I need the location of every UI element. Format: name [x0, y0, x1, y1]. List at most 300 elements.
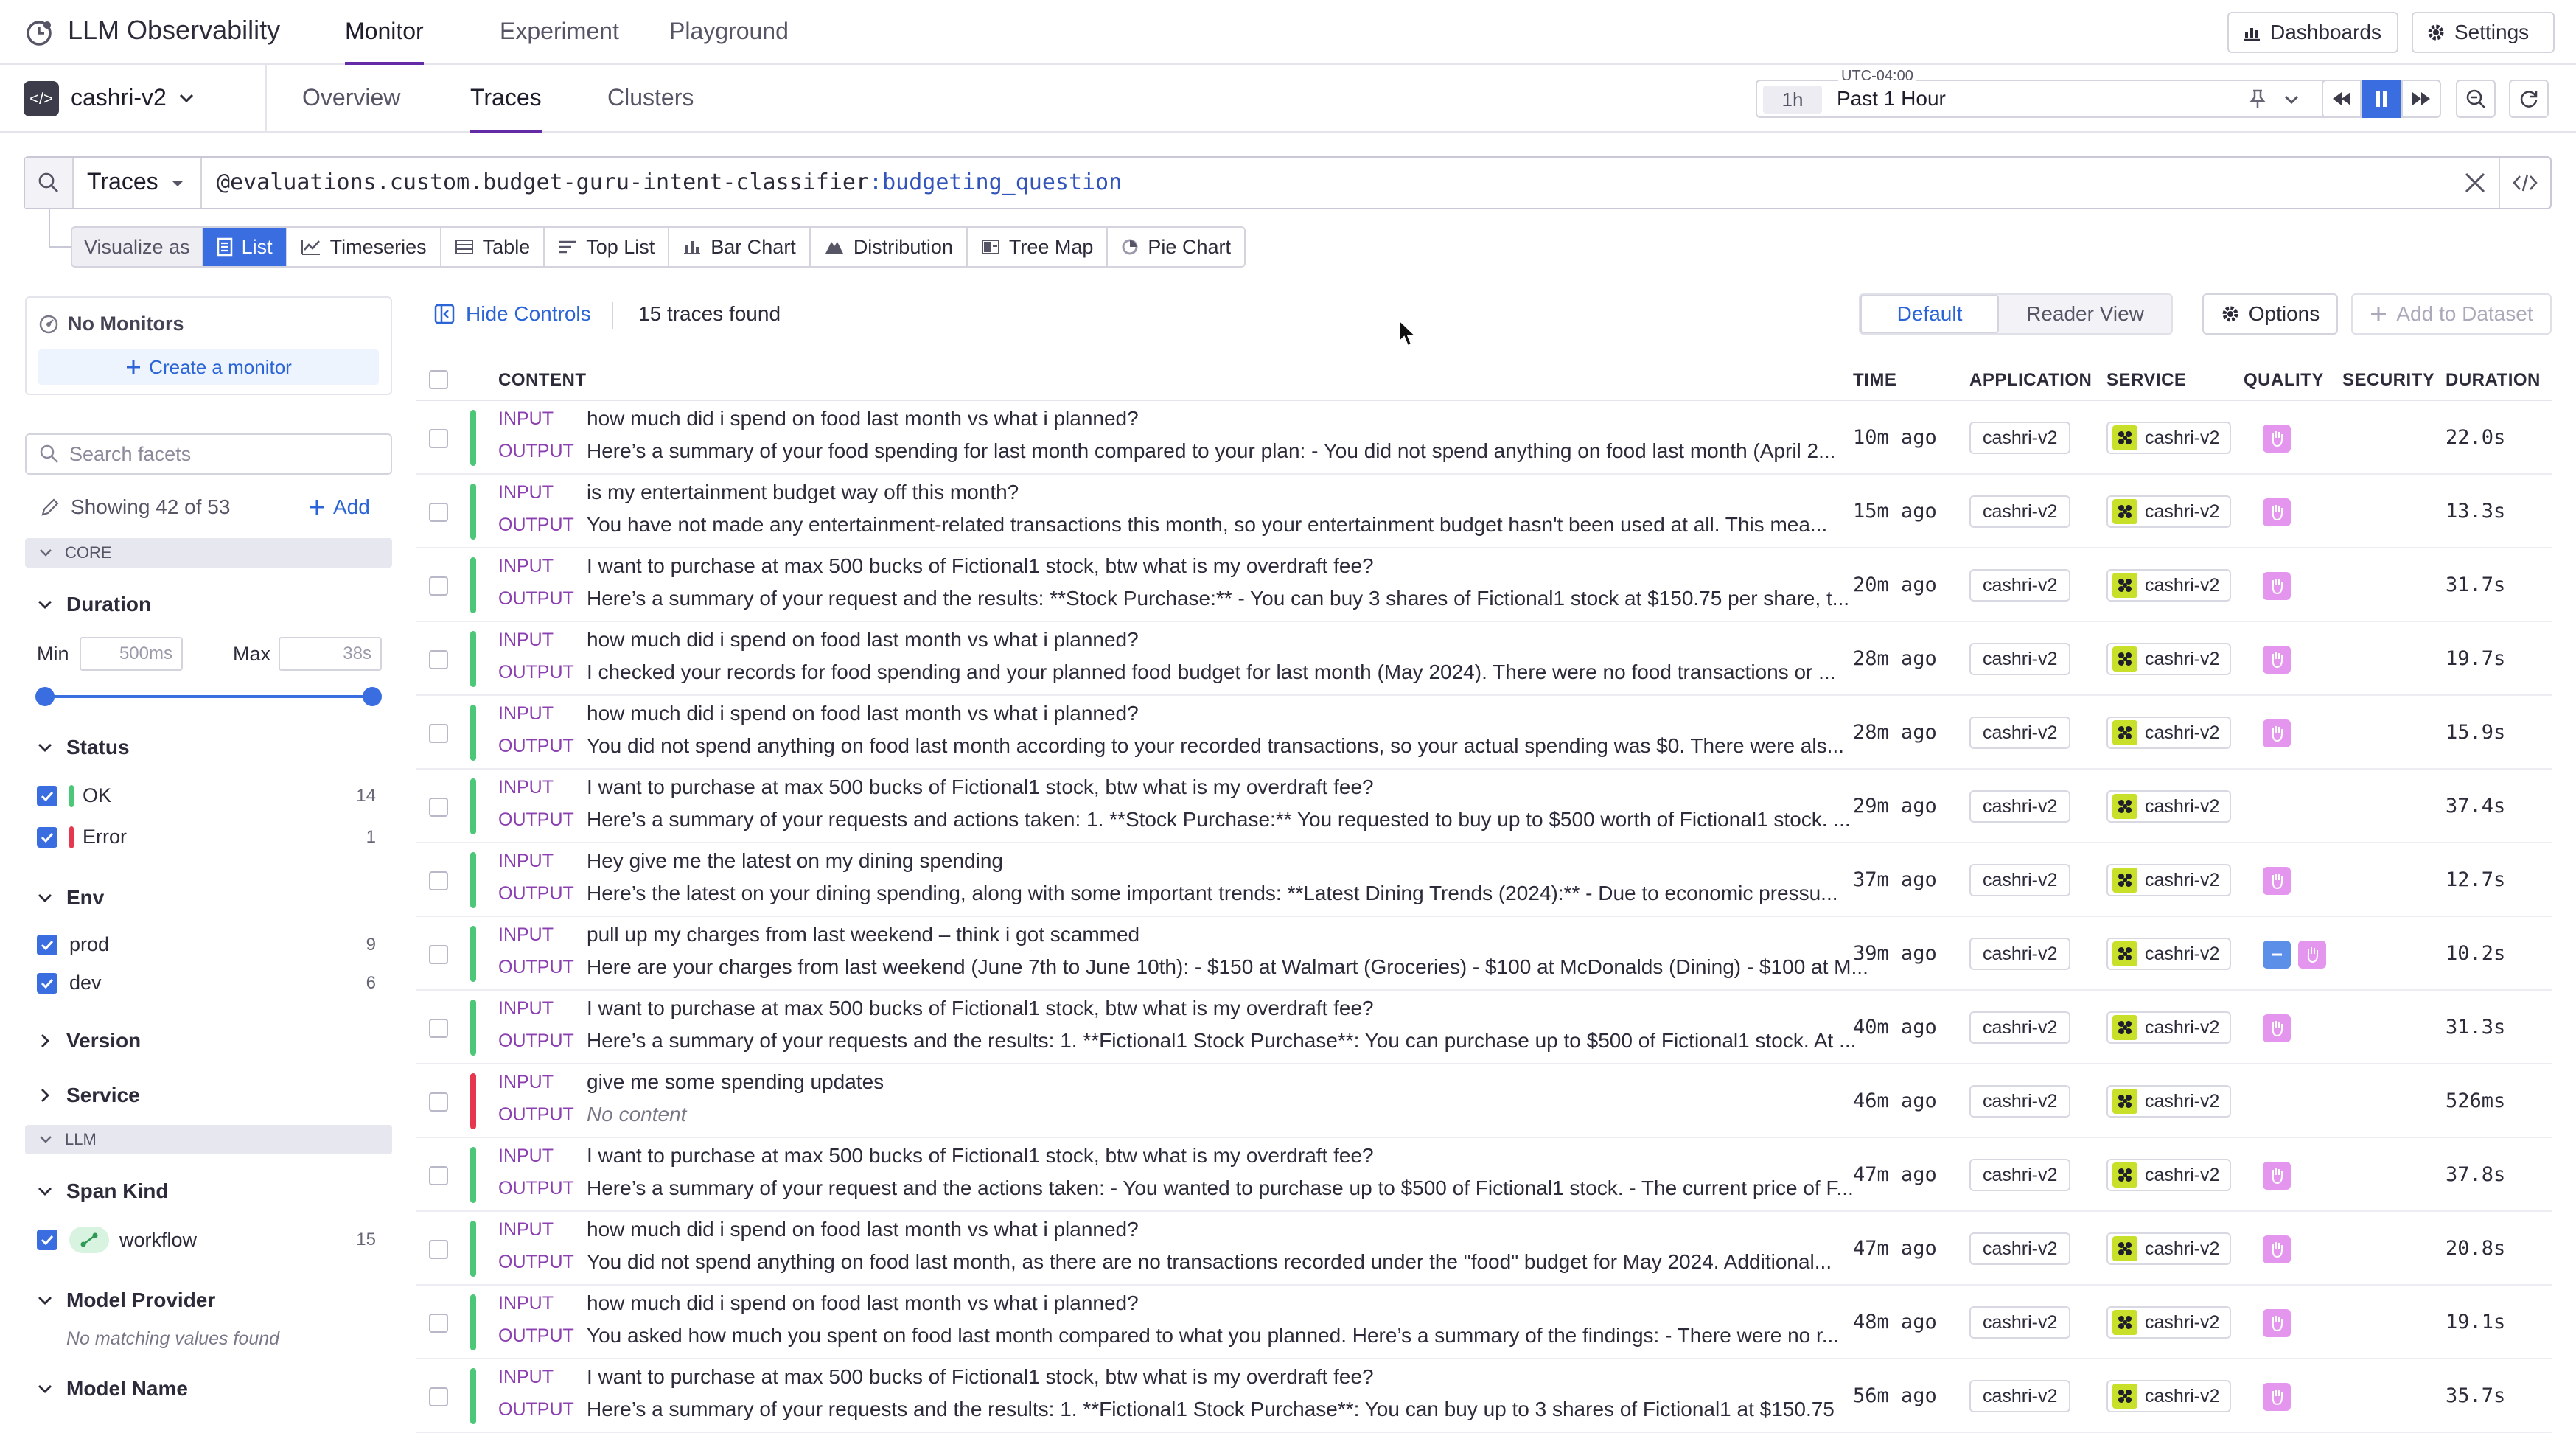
quality-hand-icon[interactable] [2263, 1162, 2291, 1190]
trace-duration: 526ms [2446, 1089, 2506, 1112]
facet-title-label: Duration [66, 593, 152, 616]
column-service[interactable]: SERVICE [2106, 370, 2187, 390]
column-quality[interactable]: QUALITY [2244, 370, 2324, 390]
query-value: :budgeting_question [869, 170, 1123, 195]
service-chip[interactable] [2106, 422, 2231, 454]
viz-option-table[interactable] [441, 228, 545, 266]
input-text: how much did i spend on food last month vs what i planned? [587, 1218, 1139, 1241]
divider [265, 65, 267, 133]
facet-model-provider-header[interactable] [37, 1289, 215, 1312]
trace-row[interactable] [416, 991, 2552, 1064]
trace-duration: 15.9s [2446, 721, 2506, 744]
status-indicator [470, 1000, 476, 1056]
chevron-down-icon[interactable] [178, 90, 195, 106]
trace-row[interactable] [416, 1138, 2552, 1212]
application-name: cashri-v2 [1983, 1164, 2058, 1185]
tab-overview[interactable]: Overview [302, 84, 401, 111]
row-checkbox[interactable] [429, 576, 448, 596]
zoom-out-icon [2465, 88, 2486, 109]
distribution-icon [824, 239, 845, 255]
service-name: cashri-v2 [2145, 722, 2220, 743]
output-text: Here’s a summary of your request and the results: **Stock Purchase:** - You can buy 3 shares of Fictional1 stock at $150.75 per share, t... [587, 587, 1850, 610]
row-checkbox[interactable] [429, 429, 448, 448]
service-icon [2112, 1384, 2137, 1409]
gear-icon [2426, 23, 2446, 42]
quality-minus-icon[interactable] [2263, 941, 2291, 969]
output-text: You have not made any entertainment-related transactions this month, so your entertainment budget hasn't been used at all. This mea... [587, 513, 1828, 536]
add-facet-button[interactable] [308, 495, 370, 519]
viz-option-label: Table [482, 235, 531, 258]
facet-env-header[interactable] [37, 886, 104, 910]
quality-hand-icon[interactable] [2263, 572, 2291, 600]
service-name: cashri-v2 [2145, 427, 2220, 448]
tab-monitor[interactable]: Monitor [345, 18, 424, 65]
trace-time: 47m ago [1853, 1237, 1937, 1260]
output-label: OUTPUT [498, 736, 574, 756]
service-name: cashri-v2 [2145, 943, 2220, 964]
application-name: cashri-v2 [1983, 574, 2058, 596]
check-icon [41, 978, 54, 989]
trace-time: 28m ago [1853, 721, 1937, 744]
service-chip[interactable] [2106, 643, 2231, 675]
facet-title-label: Model Name [66, 1377, 188, 1400]
trace-time: 28m ago [1853, 647, 1937, 670]
output-text: You asked how much you spent on food last month compared to what you planned. Here’s a summary of the findings: - There were no r... [587, 1324, 1840, 1347]
chevron-down-icon [37, 596, 53, 613]
input-text: I want to purchase at max 500 bucks of Fictional1 stock, btw what is my overdraft fee? [587, 554, 1374, 577]
application-chip[interactable] [1969, 864, 2070, 896]
list-icon [217, 237, 233, 257]
create-monitor-label: Create a monitor [149, 355, 292, 378]
status-indicator [470, 705, 476, 761]
service-icon [2112, 1310, 2137, 1335]
application-name: cashri-v2 [1983, 795, 2058, 817]
add-to-dataset-button[interactable] [2351, 293, 2552, 335]
status-indicator [470, 410, 476, 466]
check-icon [41, 791, 54, 801]
settings-label: Settings [2454, 21, 2530, 43]
divider [612, 302, 613, 329]
checkbox-checked[interactable] [37, 973, 57, 994]
facet-value-dev[interactable] [37, 972, 376, 994]
application-name: cashri-v2 [1983, 1238, 2058, 1259]
application-chip[interactable] [1969, 1306, 2070, 1339]
query-key: @evaluations.custom.budget-guru-intent-classifier [217, 170, 870, 195]
pie-chart-icon [1121, 238, 1139, 256]
application-chip[interactable] [1969, 495, 2070, 528]
status-indicator [470, 484, 476, 540]
code-view-button[interactable] [2499, 158, 2550, 208]
status-indicator [470, 1147, 476, 1203]
application-chip[interactable] [1969, 1232, 2070, 1265]
hide-controls-button[interactable] [433, 302, 591, 326]
service-icon [2112, 425, 2137, 450]
service-name: cashri-v2 [2145, 501, 2220, 522]
input-label: INPUT [498, 630, 554, 650]
facet-version-header[interactable] [37, 1029, 141, 1053]
quality-hand-icon[interactable] [2263, 867, 2291, 895]
output-label: OUTPUT [498, 1031, 574, 1051]
column-content[interactable]: CONTENT [498, 370, 587, 390]
close-icon[interactable] [2460, 168, 2490, 198]
viz-option-list[interactable] [203, 228, 287, 266]
duration-max-input[interactable]: 38s [279, 637, 382, 671]
pin-icon[interactable] [2248, 88, 2267, 109]
facet-value-label: OK [83, 784, 112, 806]
chevron-down-icon[interactable] [170, 175, 186, 192]
search-icon [25, 158, 74, 208]
select-all-checkbox[interactable] [429, 370, 448, 389]
viz-option-label: Pie Chart [1148, 235, 1231, 258]
quality-hand-icon[interactable] [2263, 1235, 2291, 1263]
service-chip[interactable] [2106, 1085, 2231, 1118]
status-indicator [470, 631, 476, 687]
input-label: INPUT [498, 777, 554, 798]
dashboard-icon [2242, 24, 2261, 41]
status-indicator [470, 852, 476, 908]
check-icon [41, 1235, 54, 1245]
input-label: INPUT [498, 408, 554, 429]
facet-group-core[interactable] [25, 538, 392, 568]
trace-duration: 19.1s [2446, 1311, 2506, 1333]
facet-value-ok[interactable] [37, 784, 376, 807]
input-text: how much did i spend on food last month vs what i planned? [587, 407, 1139, 430]
plus-icon [308, 498, 326, 516]
duration-min-label: Min [37, 643, 69, 665]
output-text: I checked your records for food spending and your planned food budget for last month (May 2024). There were no food transactions or ... [587, 660, 1836, 683]
viz-option-top-list[interactable] [545, 228, 669, 266]
query-input[interactable] [217, 170, 1122, 195]
row-checkbox[interactable] [429, 1092, 448, 1112]
trace-time: 15m ago [1853, 500, 1937, 523]
viz-option-label: Timeseries [329, 235, 427, 258]
facet-span-kind-header[interactable] [37, 1179, 168, 1203]
view-default[interactable]: Default [1860, 295, 1999, 333]
input-text: Hey give me the latest on my dining spending [587, 849, 1003, 872]
chevron-right-icon [37, 1087, 53, 1103]
viz-option-distribution[interactable] [811, 228, 968, 266]
add-to-dataset-label: Add to Dataset [2396, 302, 2533, 325]
duration-slider-min-handle[interactable] [35, 687, 55, 706]
row-checkbox[interactable] [429, 871, 448, 890]
facet-group-label: CORE [65, 543, 112, 562]
options-label: Options [2248, 302, 2320, 325]
fast-forward-button[interactable] [2401, 80, 2441, 118]
application-chip[interactable] [1969, 1085, 2070, 1118]
input-label: INPUT [498, 924, 554, 945]
status-indicator [470, 1073, 476, 1129]
column-application[interactable]: APPLICATION [1969, 370, 2092, 390]
input-text: give me some spending updates [587, 1070, 884, 1093]
viz-option-tree-map[interactable] [968, 228, 1109, 266]
application-name: cashri-v2 [1983, 501, 2058, 522]
chevron-right-icon [37, 1033, 53, 1049]
service-icon [2112, 499, 2137, 524]
input-label: INPUT [498, 1146, 554, 1166]
divider [200, 158, 202, 208]
application-name: cashri-v2 [1983, 1017, 2058, 1038]
trace-row[interactable] [416, 843, 2552, 917]
trace-row[interactable] [416, 1064, 2552, 1138]
service-name: cashri-v2 [2145, 1311, 2220, 1333]
chevron-down-icon [38, 545, 53, 560]
create-monitor-button[interactable] [38, 349, 379, 385]
quality-hand-icon[interactable] [2263, 719, 2291, 747]
input-label: INPUT [498, 1219, 554, 1240]
facet-title-label: Span Kind [66, 1179, 169, 1202]
code-icon[interactable]: </> [24, 81, 59, 116]
row-checkbox[interactable] [429, 1019, 448, 1038]
trace-duration: 19.7s [2446, 647, 2506, 670]
checkbox-checked[interactable] [37, 827, 57, 848]
application-chip[interactable] [1969, 643, 2070, 675]
row-checkbox[interactable] [429, 650, 448, 669]
viz-option-label: Tree Map [1008, 235, 1094, 258]
service-chip[interactable] [2106, 1159, 2231, 1191]
trace-row[interactable] [416, 475, 2552, 548]
service-name: cashri-v2 [2145, 648, 2220, 669]
chevron-down-icon [37, 739, 53, 756]
output-text: Here are your charges from last weekend (June 7th to June 10th): - $150 at Walmart (Groceries) - $100 at McDonalds (Dining) - $100 at M... [587, 955, 1868, 978]
quality-hand-icon[interactable] [2298, 941, 2326, 969]
output-label: OUTPUT [498, 441, 574, 461]
duration-slider-max-handle[interactable] [363, 687, 382, 706]
output-text: You did not spend anything on food last month, as there are no transactions recorded under the "food" budget for May 2024. Additional... [587, 1250, 1832, 1273]
code-icon [2513, 173, 2538, 192]
row-checkbox[interactable] [429, 503, 448, 522]
tab-experiment[interactable]: Experiment [500, 18, 619, 44]
quality-hand-icon[interactable] [2263, 498, 2291, 526]
service-chip[interactable] [2106, 495, 2231, 528]
pencil-icon[interactable] [40, 497, 60, 517]
service-name: cashri-v2 [2145, 795, 2220, 817]
no-matching-values: No matching values found [66, 1328, 280, 1349]
service-chip[interactable] [2106, 1232, 2231, 1265]
application-chip[interactable] [1969, 790, 2070, 823]
refresh-button[interactable] [2509, 80, 2549, 118]
chevron-down-icon [37, 1292, 53, 1308]
service-chip[interactable] [2106, 790, 2231, 823]
service-chip[interactable] [2106, 938, 2231, 970]
refresh-icon [2519, 88, 2539, 109]
llm-observability-logo-icon [25, 19, 53, 47]
facet-group-llm[interactable] [25, 1125, 392, 1154]
visualize-as-label: Visualize as [72, 228, 203, 266]
duration-slider-track[interactable] [46, 695, 373, 698]
input-text: how much did i spend on food last month vs what i planned? [587, 702, 1139, 725]
facet-value-error[interactable] [37, 826, 376, 848]
application-chip[interactable] [1969, 569, 2070, 602]
panel-collapse-icon [433, 303, 455, 325]
table-header [416, 360, 2552, 401]
trace-time: 10m ago [1853, 426, 1937, 449]
trace-row[interactable] [416, 1286, 2552, 1359]
viz-option-label: Top List [586, 235, 655, 258]
application-chip[interactable] [1969, 938, 2070, 970]
output-label: OUTPUT [498, 1178, 574, 1199]
application-name: cashri-v2 [1983, 1090, 2058, 1112]
input-text: pull up my charges from last weekend – think i got scammed [587, 923, 1140, 946]
quality-hand-icon[interactable] [2263, 1309, 2291, 1337]
options-button[interactable] [2202, 293, 2338, 335]
output-text: Here’s a summary of your requests and the results: 1. **Fictional1 Stock Purchase**: You can buy up to 3 shares of Fictional1 at $150.75 [587, 1398, 1835, 1420]
service-icon [2112, 573, 2137, 598]
service-chip[interactable] [2106, 1380, 2231, 1412]
facet-value-label: workflow [119, 1228, 198, 1251]
tab-clusters[interactable]: Clusters [607, 84, 694, 111]
trace-time: 39m ago [1853, 942, 1937, 965]
column-time[interactable]: TIME [1853, 370, 1897, 390]
duration-min-input[interactable]: 500ms [80, 637, 183, 671]
viz-option-pie-chart[interactable] [1108, 228, 1244, 266]
facet-group-label: LLM [65, 1130, 97, 1148]
trace-row[interactable] [416, 1359, 2552, 1433]
trace-row[interactable] [416, 622, 2552, 696]
viz-option-timeseries[interactable] [287, 228, 441, 266]
input-text: how much did i spend on food last month vs what i planned? [587, 628, 1139, 651]
input-label: INPUT [498, 851, 554, 871]
output-text: Here’s a summary of your requests and actions taken: 1. **Stock Purchase:** You requested to buy up to $500 worth of Fictional1 stock. ... [587, 808, 1851, 831]
chevron-down-icon [38, 1132, 53, 1147]
chevron-down-icon[interactable] [2283, 93, 2300, 106]
input-text: is my entertainment budget way off this month? [587, 481, 1019, 503]
output-label: OUTPUT [498, 588, 574, 609]
row-checkbox[interactable] [429, 1314, 448, 1333]
service-icon [2112, 720, 2137, 745]
chevron-down-icon [37, 1381, 53, 1397]
application-chip[interactable] [1969, 1380, 2070, 1412]
facet-title-label: Status [66, 736, 130, 759]
input-label: INPUT [498, 1293, 554, 1314]
service-icon [2112, 941, 2137, 966]
trace-duration: 13.3s [2446, 500, 2506, 523]
plus-icon [2370, 305, 2387, 323]
output-label: OUTPUT [498, 883, 574, 904]
trace-time: 47m ago [1853, 1163, 1937, 1186]
viz-option-bar-chart[interactable] [669, 228, 811, 266]
facet-title-label: Model Provider [66, 1289, 216, 1311]
facet-value-workflow[interactable] [37, 1227, 376, 1253]
trace-row[interactable] [416, 1212, 2552, 1286]
gear-icon [2221, 304, 2240, 324]
settings-button[interactable] [2412, 12, 2555, 53]
facet-service-header[interactable] [37, 1084, 140, 1107]
input-label: INPUT [498, 998, 554, 1019]
facet-model-name-header[interactable] [37, 1377, 188, 1401]
service-icon [2112, 1015, 2137, 1040]
trace-duration: 35.7s [2446, 1384, 2506, 1407]
service-chip[interactable] [2106, 864, 2231, 896]
facet-search-input[interactable] [25, 433, 392, 475]
checkbox-checked[interactable] [37, 786, 57, 806]
trace-row[interactable] [416, 917, 2552, 991]
facet-duration-header[interactable] [37, 593, 151, 616]
column-security[interactable]: SECURITY [2342, 370, 2435, 390]
application-name: cashri-v2 [1983, 1385, 2058, 1406]
app-title: LLM Observability [68, 15, 281, 45]
row-checkbox[interactable] [429, 1387, 448, 1406]
pause-icon [2373, 89, 2390, 108]
top-list-icon [558, 239, 577, 255]
application-name: cashri-v2 [1983, 869, 2058, 890]
timeseries-icon [301, 238, 321, 256]
quality-hand-icon[interactable] [2263, 1383, 2291, 1411]
trace-duration: 31.3s [2446, 1016, 2506, 1039]
quality-hand-icon[interactable] [2263, 1014, 2291, 1042]
row-checkbox[interactable] [429, 798, 448, 817]
trace-duration: 22.0s [2446, 426, 2506, 449]
output-text: Here’s a summary of your food spending for last month compared to your plan: - You did not spend anything on food last month (April 2... [587, 439, 1836, 462]
traces-count: 15 traces found [638, 302, 781, 325]
output-text: You did not spend anything on food last month according to your recorded transactions, so your actual spending was $0. There were als... [587, 734, 1844, 757]
status-indicator [470, 1368, 476, 1424]
trace-row[interactable] [416, 548, 2552, 622]
application-chip[interactable] [1969, 422, 2070, 454]
dashboards-button[interactable] [2227, 12, 2398, 53]
rewind-button[interactable] [2322, 80, 2362, 118]
quality-hand-icon[interactable] [2263, 425, 2291, 453]
application-chip[interactable] [1969, 1011, 2070, 1044]
row-checkbox[interactable] [429, 945, 448, 964]
no-monitors-label: No Monitors [68, 313, 184, 335]
application-chip[interactable] [1969, 716, 2070, 749]
check-icon [41, 832, 54, 843]
row-checkbox[interactable] [429, 724, 448, 743]
service-chip[interactable] [2106, 569, 2231, 602]
facet-count-label: Showing 42 of 53 [71, 495, 231, 518]
tab-playground[interactable]: Playground [669, 18, 789, 44]
input-label: INPUT [498, 1367, 554, 1387]
service-name: cashri-v2 [2145, 1238, 2220, 1259]
trace-time: 29m ago [1853, 795, 1937, 817]
service-chip[interactable] [2106, 1306, 2231, 1339]
pause-button[interactable] [2362, 80, 2401, 118]
output-label: OUTPUT [498, 515, 574, 535]
trace-row[interactable] [416, 770, 2552, 843]
status-indicator [470, 1221, 476, 1277]
row-checkbox[interactable] [429, 1240, 448, 1259]
trace-row[interactable] [416, 401, 2552, 475]
status-indicator [470, 778, 476, 834]
quality-hand-icon[interactable] [2263, 646, 2291, 674]
query-source-select[interactable]: Traces [87, 168, 158, 195]
facet-value-count: 6 [366, 972, 376, 993]
trace-duration: 20.8s [2446, 1237, 2506, 1260]
facet-status-header[interactable] [37, 736, 130, 759]
tab-traces[interactable]: Traces [470, 84, 542, 133]
service-name: cashri-v2 [2145, 869, 2220, 890]
service-chip[interactable] [2106, 716, 2231, 749]
facet-title-label: Version [66, 1029, 142, 1052]
trace-row[interactable] [416, 696, 2552, 770]
facet-value-prod[interactable] [37, 933, 376, 956]
output-text: Here’s a summary of your requests and the results: 1. **Fictional1 Stock Purchase**: You can purchase up to $500 of Fictional1 stock. At ... [587, 1029, 1857, 1052]
zoom-out-button[interactable] [2456, 80, 2496, 118]
service-chip[interactable] [2106, 1011, 2231, 1044]
application-selector[interactable]: cashri-v2 [71, 84, 167, 111]
no-monitors-text [38, 313, 184, 335]
facet-title-label: Service [66, 1084, 140, 1106]
view-reader[interactable]: Reader View [2026, 302, 2144, 325]
checkbox-checked[interactable] [37, 935, 57, 955]
application-chip[interactable] [1969, 1159, 2070, 1191]
viz-option-label: Bar Chart [711, 235, 796, 258]
checkbox-checked[interactable] [37, 1230, 57, 1250]
row-checkbox[interactable] [429, 1166, 448, 1185]
fast-forward-icon [2411, 91, 2432, 107]
output-label: OUTPUT [498, 1104, 574, 1125]
column-duration[interactable]: DURATION [2446, 370, 2541, 390]
